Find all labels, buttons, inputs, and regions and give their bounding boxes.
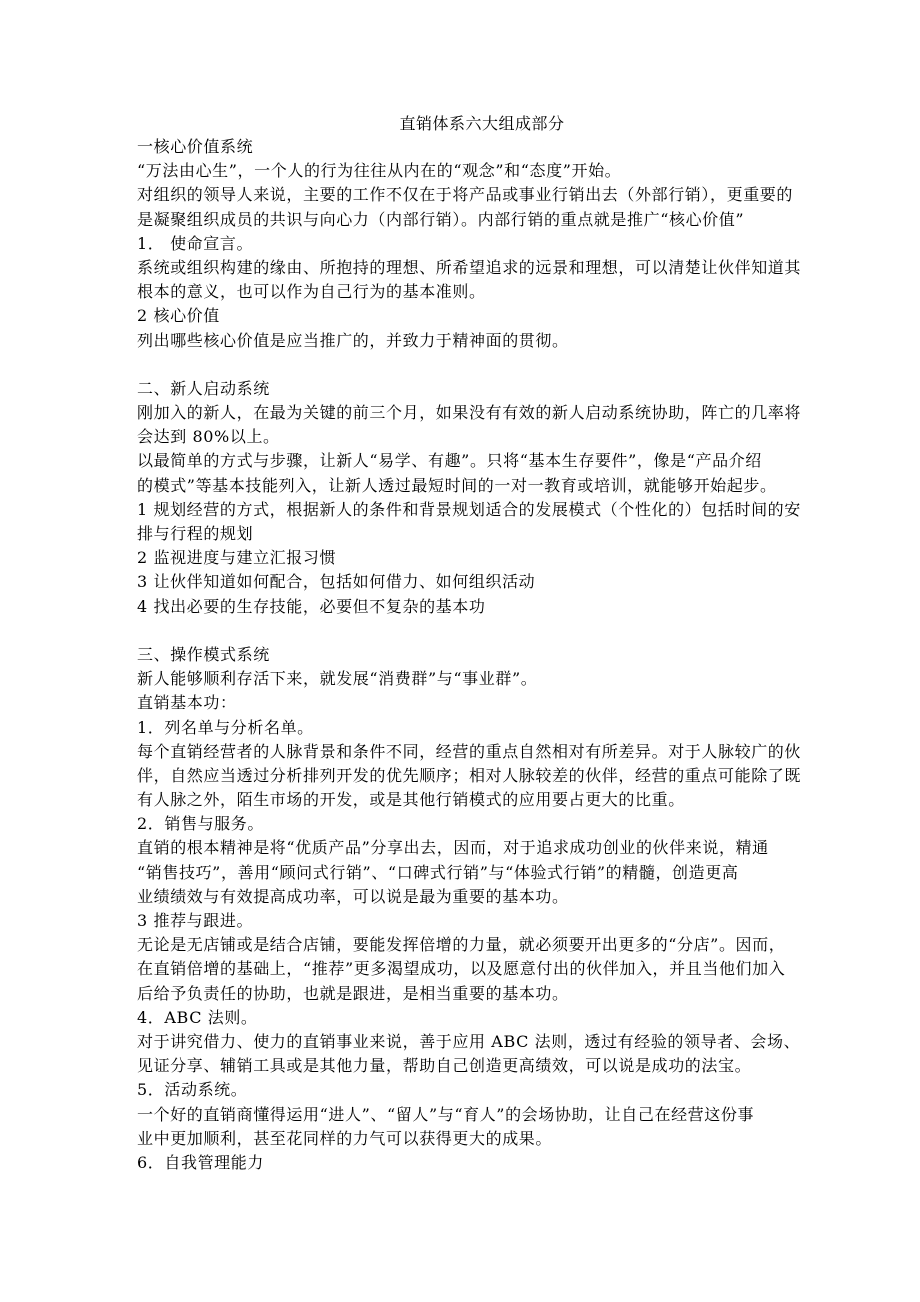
text-line: 会达到 80%以上。 [137,427,280,447]
text-line: 4．ABC 法则。 [137,1007,258,1027]
text-line: 业中更加顺利，甚至花同样的力气可以获得更大的成果。 [137,1128,553,1148]
text-line: 每个直销经营者的人脉背景和条件不同，经营的重点自然相对有所差异。对于人脉较广的伙 [137,741,802,761]
text-line: 1． 使命宣言。 [137,233,254,253]
text-line: 4 找出必要的生存技能，必要但不复杂的基本功 [137,596,486,616]
text-line [137,353,817,377]
document-title: 直销体系六大组成部分 [399,114,565,133]
text-line: 根本的意义，也可以作为自己行为的基本准则。 [137,282,486,302]
text-line: 业绩绩效与有效提高成功率，可以说是最为重要的基本功。 [137,886,569,906]
text-line: 一个好的直销商懂得运用“进人”、“留人”与“育人”的会场协助，让自己在经营这份事 [137,1104,755,1124]
text-line [137,619,817,643]
text-line: 伴，自然应当透过分析排列开发的优先顺序；相对人脉较差的伙伴，经营的重点可能除了既 [137,765,802,785]
text-line: 6．自我管理能力 [137,1152,264,1172]
text-line: 二、新人启动系统 [137,378,270,398]
document-body [137,135,817,1175]
text-line: 无论是无店铺或是结合店铺，要能发挥倍增的力量，就必须要开出更多的“分店”。因而， [137,935,786,955]
text-line: 见证分享、辅销工具或是其他力量，帮助自己创造更高绩效，可以说是成功的法宝。 [137,1056,752,1076]
text-line: 刚加入的新人，在最为关键的前三个月，如果没有有效的新人启动系统协助，阵亡的几率将 [137,403,802,423]
text-line: 的模式”等基本技能列入，让新人透过最短时间的一对一教育或培训，就能够开始起步。 [137,475,777,495]
text-line: 直销的根本精神是将“优质产品”分享出去，因而，对于追求成功创业的伙伴来说，精通 [137,838,769,858]
text-line: 后给予负责任的协助，也就是跟进，是相当重要的基本功。 [137,983,569,1003]
text-line: 2 监视进度与建立汇报习惯 [137,548,337,568]
text-line: 直销基本功： [137,693,237,713]
text-line: 对于讲究借力、使力的直销事业来说，善于应用 ABC 法则，透过有经验的领导者、会场、 [137,1031,801,1051]
text-line: 三、操作模式系统 [137,644,270,664]
text-line: 1．列名单与分析名单。 [137,717,314,737]
text-line: 1 规划经营的方式，根据新人的条件和背景规划适合的发展模式（个性化的）包括时间的安 [137,499,801,519]
text-line: 一核心价值系统 [137,137,254,156]
text-line: 5．活动系统。 [137,1080,248,1100]
text-line: 新人能够顺利存活下来，就发展“消费群”与“事业群”。 [137,669,538,689]
text-line: 排与行程的规划 [137,524,254,543]
text-line: 3 让伙伴知道如何配合，包括如何借力、如何组织活动 [137,572,536,592]
text-line: 以最简单的方式与步骤，让新人“易学、有趣”。只将“基本生存要件”，像是“产品介绍 [137,451,762,471]
text-line: “销售技巧”，善用“顾问式行销”、“口碑式行销”与“体验式行销”的精髓，创造更高 [137,862,739,882]
text-line: 2 核心价值 [137,306,220,326]
text-line: “万法由心生”，一个人的行为往往从内在的“观念”和“态度”开始。 [137,161,622,181]
text-line: 列出哪些核心价值是应当推广的，并致力于精神面的贯彻。 [137,330,569,350]
text-line: 系统或组织构建的缘由、所抱持的理想、所希望追求的远景和理想，可以清楚让伙伴知道其 [137,257,802,277]
text-line: 在直销倍增的基础上，“推荐”更多渴望成功，以及愿意付出的伙伴加入，并且当他们加入 [137,959,786,979]
text-line: 有人脉之外，陌生市场的开发，或是其他行销模式的应用要占更大的比重。 [137,790,685,810]
text-line: 是凝聚组织成员的共识与向心力（内部行销）。内部行销的重点就是推广“核心价值” [137,209,745,229]
text-line: 2．销售与服务。 [137,814,264,834]
text-line: 3 推荐与跟进。 [137,911,254,930]
text-line: 对组织的领导人来说，主要的工作不仅在于将产品或事业行销出去（外部行销），更重要的 [137,185,794,205]
document-page [137,113,817,1175]
